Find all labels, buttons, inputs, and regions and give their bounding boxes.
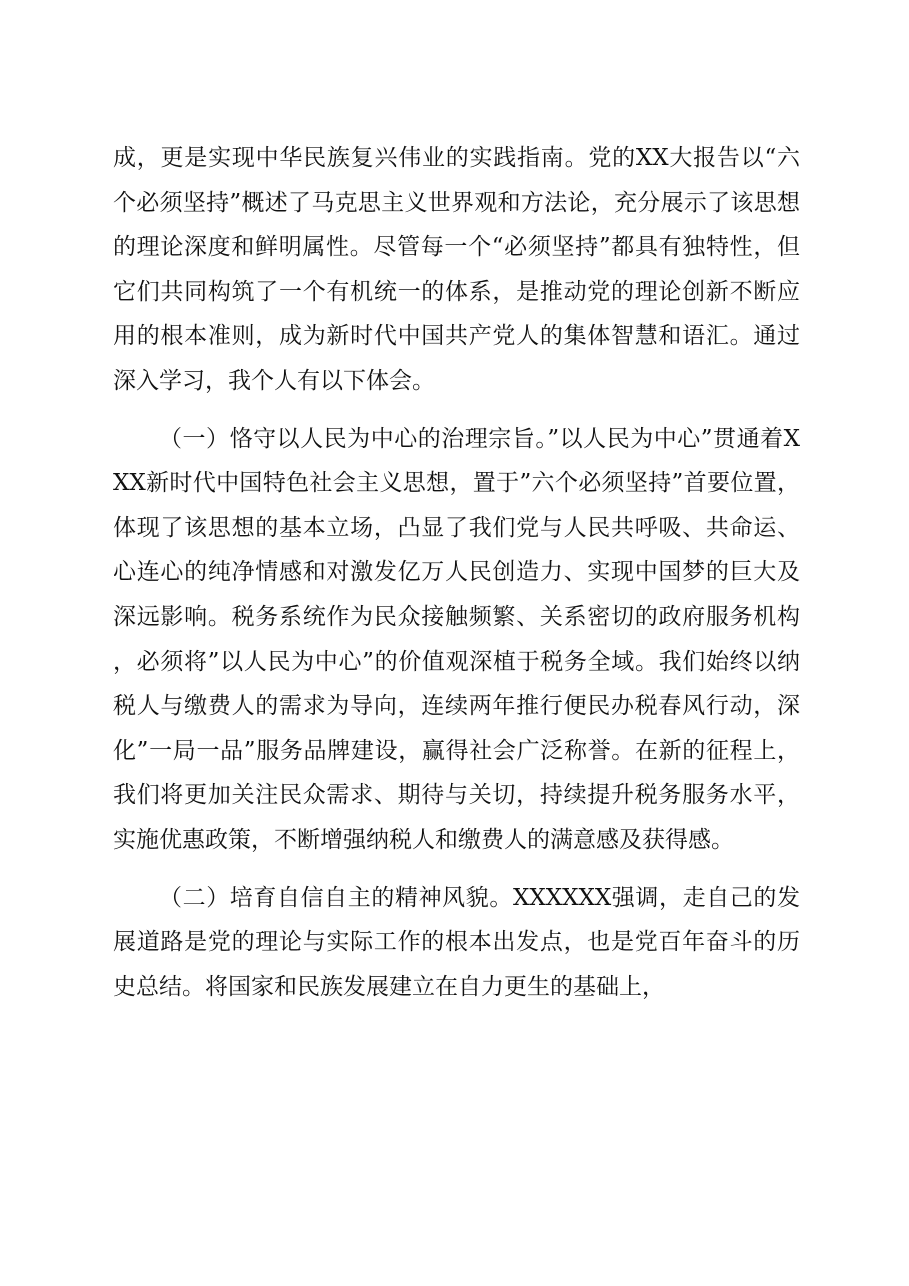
paragraph-section-2: （二）培育自信自主的精神风貌。XXXXXX强调，走自己的发展道路是党的理论与实际工作的根本出发点，也是党百年奋斗的历史总结。将国家和民族发展建立在自力更生的基础上， (113, 884, 800, 1000)
paragraph-section-1: （一）恪守以人民为中心的治理宗旨。”以人民为中心”贯通着XXX新时代中国特色社会主义思想，置于”六个必须坚持”首要位置，体现了该思想的基本立场，凸显了我们党与人民共呼吸、共命运、心连心的纯净情感和对激发亿万人民创造力、实现中国梦的巨大及深远影响。税务系统作为民众接触频繁、关系密切的政府服务机构，必须将”以人民为中心”的价值观深植于税务全域。我们始终以纳税人与缴费人的需求为导向，连续两年推行便民办税春风行动，深化”一局一品”服务品牌建设，赢得社会广泛称誉。在新的征程上，我们将更加关注民众需求、期待与关切，持续提升税务服务水平，实施优惠政策，不断增强纳税人和缴费人的满意感及获得感。 (113, 425, 800, 853)
paragraph-intro-continuation: 成，更是实现中华民族复兴伟业的实践指南。党的XX大报告以“六个必须坚持”概述了马克思主义世界观和方法论，充分展示了该思想的理论深度和鲜明属性。尽管每一个“必须坚持”都具有独特性，但它们共同构筑了一个有机统一的体系，是推动党的理论创新不断应用的根本准则，成为新时代中国共产党人的集体智慧和语汇。通过深入学习，我个人有以下体会。 (113, 145, 800, 394)
document-body (113, 136, 800, 1022)
